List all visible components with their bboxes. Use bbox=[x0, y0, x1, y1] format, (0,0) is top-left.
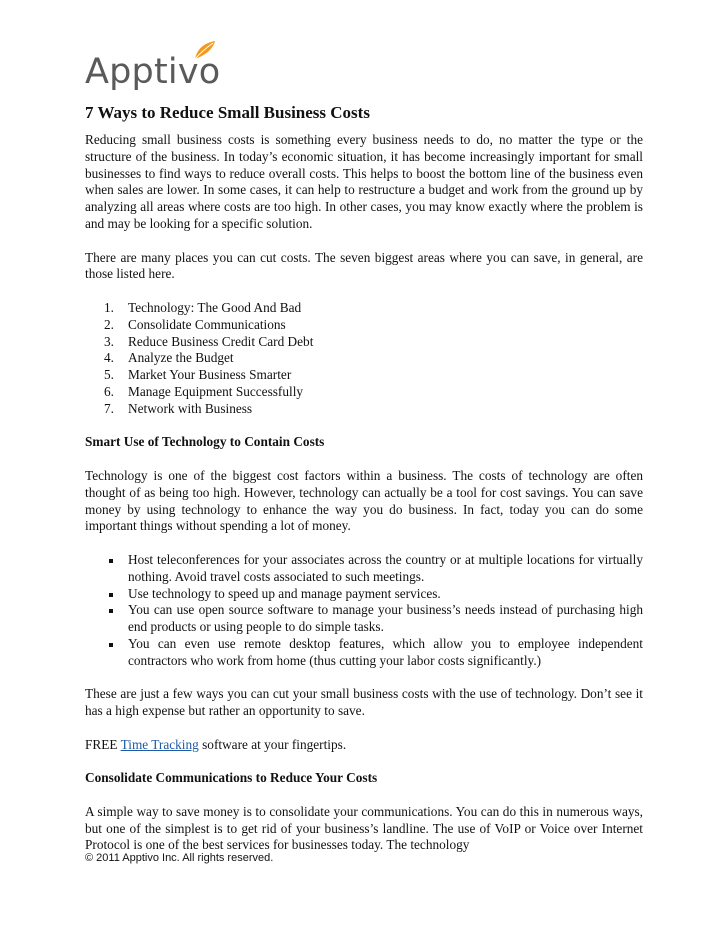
bullet-item bbox=[85, 552, 643, 586]
list-item bbox=[85, 317, 643, 334]
list-text: Technology: The Good And Bad bbox=[128, 299, 302, 315]
bullet-icon bbox=[85, 602, 128, 636]
bullet-icon bbox=[85, 552, 128, 586]
list-number: 7. bbox=[104, 400, 114, 416]
section-heading-communications: Consolidate Communications to Reduce Your Costs bbox=[85, 770, 378, 786]
list-number: 2. bbox=[104, 316, 114, 332]
document-page bbox=[85, 38, 643, 871]
bullet-item bbox=[85, 586, 643, 603]
communications-paragraph: A simple way to save money is to consolidate your communications. You can do this in numerous ways, but one of the simplest is to get rid of your business’s landline. The use of VoIP or Voice over Internet Protocol is one of the best services for businesses today. The technology bbox=[85, 803, 643, 853]
closing-paragraph: These are just a few ways you can cut your small business costs with the use of technology. Don’t see it has a high expense but rather an opportunity to save. bbox=[85, 686, 643, 719]
list-number: 6. bbox=[104, 383, 114, 399]
list-item bbox=[85, 350, 643, 367]
bullet-item bbox=[85, 602, 643, 636]
list-number: 1. bbox=[104, 299, 114, 315]
list-number: 5. bbox=[104, 367, 114, 383]
list-text: Manage Equipment Successfully bbox=[128, 383, 304, 399]
apptivo-logo bbox=[85, 38, 245, 92]
bullet-text: Host teleconferences for your associates across the country or at multiple locations for virtually nothing. Avoid travel costs associated to such meetings. bbox=[128, 551, 643, 584]
document-title: 7 Ways to Reduce Small Business Costs bbox=[85, 103, 370, 122]
list-number: 4. bbox=[104, 350, 114, 366]
list-number: 3. bbox=[104, 333, 114, 349]
bullet-item bbox=[85, 636, 643, 670]
copyright-footer: © 2011 Apptivo Inc. All rights reserved. bbox=[85, 852, 274, 864]
promo-prefix: FREE bbox=[85, 736, 121, 752]
lead-paragraph: There are many places you can cut costs. The seven biggest areas where you can save, in general, are those listed here. bbox=[85, 249, 643, 282]
time-tracking-link[interactable]: Time Tracking bbox=[120, 736, 199, 752]
list-item bbox=[85, 367, 643, 384]
leaf-icon bbox=[193, 40, 217, 60]
promo-suffix: software at your fingertips. bbox=[198, 736, 347, 752]
ways-list bbox=[85, 300, 643, 418]
list-item bbox=[85, 384, 643, 401]
list-text: Reduce Business Credit Card Debt bbox=[128, 333, 314, 349]
list-text: Network with Business bbox=[128, 400, 253, 416]
promo-line bbox=[85, 737, 643, 754]
bullet-text: You can even use remote desktop features, which allow you to employee independent contractors who work from home (thus cutting your labor costs significantly.) bbox=[128, 635, 643, 668]
technology-bullets bbox=[85, 552, 643, 670]
list-text: Market Your Business Smarter bbox=[128, 367, 292, 383]
list-text: Consolidate Communications bbox=[128, 316, 286, 332]
intro-paragraph: Reducing small business costs is something every business needs to do, no matter the type or the structure of the business. In today’s economic situation, it has become increasingly important for small businesses to find ways to reduce overall costs. This helps to boost the bottom line of the business even when sales are lower. In some cases, it can help to restructure a budget and work from the ground up by analyzing all areas where costs are too high. In other cases, you may know exactly where the problem is and may be looking for a specific solution. bbox=[85, 132, 643, 231]
bullet-icon bbox=[85, 636, 128, 670]
technology-paragraph: Technology is one of the biggest cost factors within a business. The costs of technology are often thought of as being too high. However, technology can actually be a tool for cost savings. You can save money by using technology to enhance the way you do business. In fact, today you can do some important things without spending a lot of money. bbox=[85, 467, 643, 534]
bullet-text: You can use open source software to manage your business’s needs instead of purchasing high end products or using people to do simple tasks. bbox=[128, 602, 643, 635]
bullet-text: Use technology to speed up and manage payment services. bbox=[128, 585, 441, 601]
logo-wordmark: Apptivo bbox=[85, 52, 221, 92]
list-item bbox=[85, 401, 643, 418]
list-item bbox=[85, 300, 643, 317]
list-item bbox=[85, 334, 643, 351]
bullet-icon bbox=[85, 586, 128, 603]
section-heading-technology: Smart Use of Technology to Contain Costs bbox=[85, 434, 325, 450]
list-text: Analyze the Budget bbox=[128, 350, 234, 366]
